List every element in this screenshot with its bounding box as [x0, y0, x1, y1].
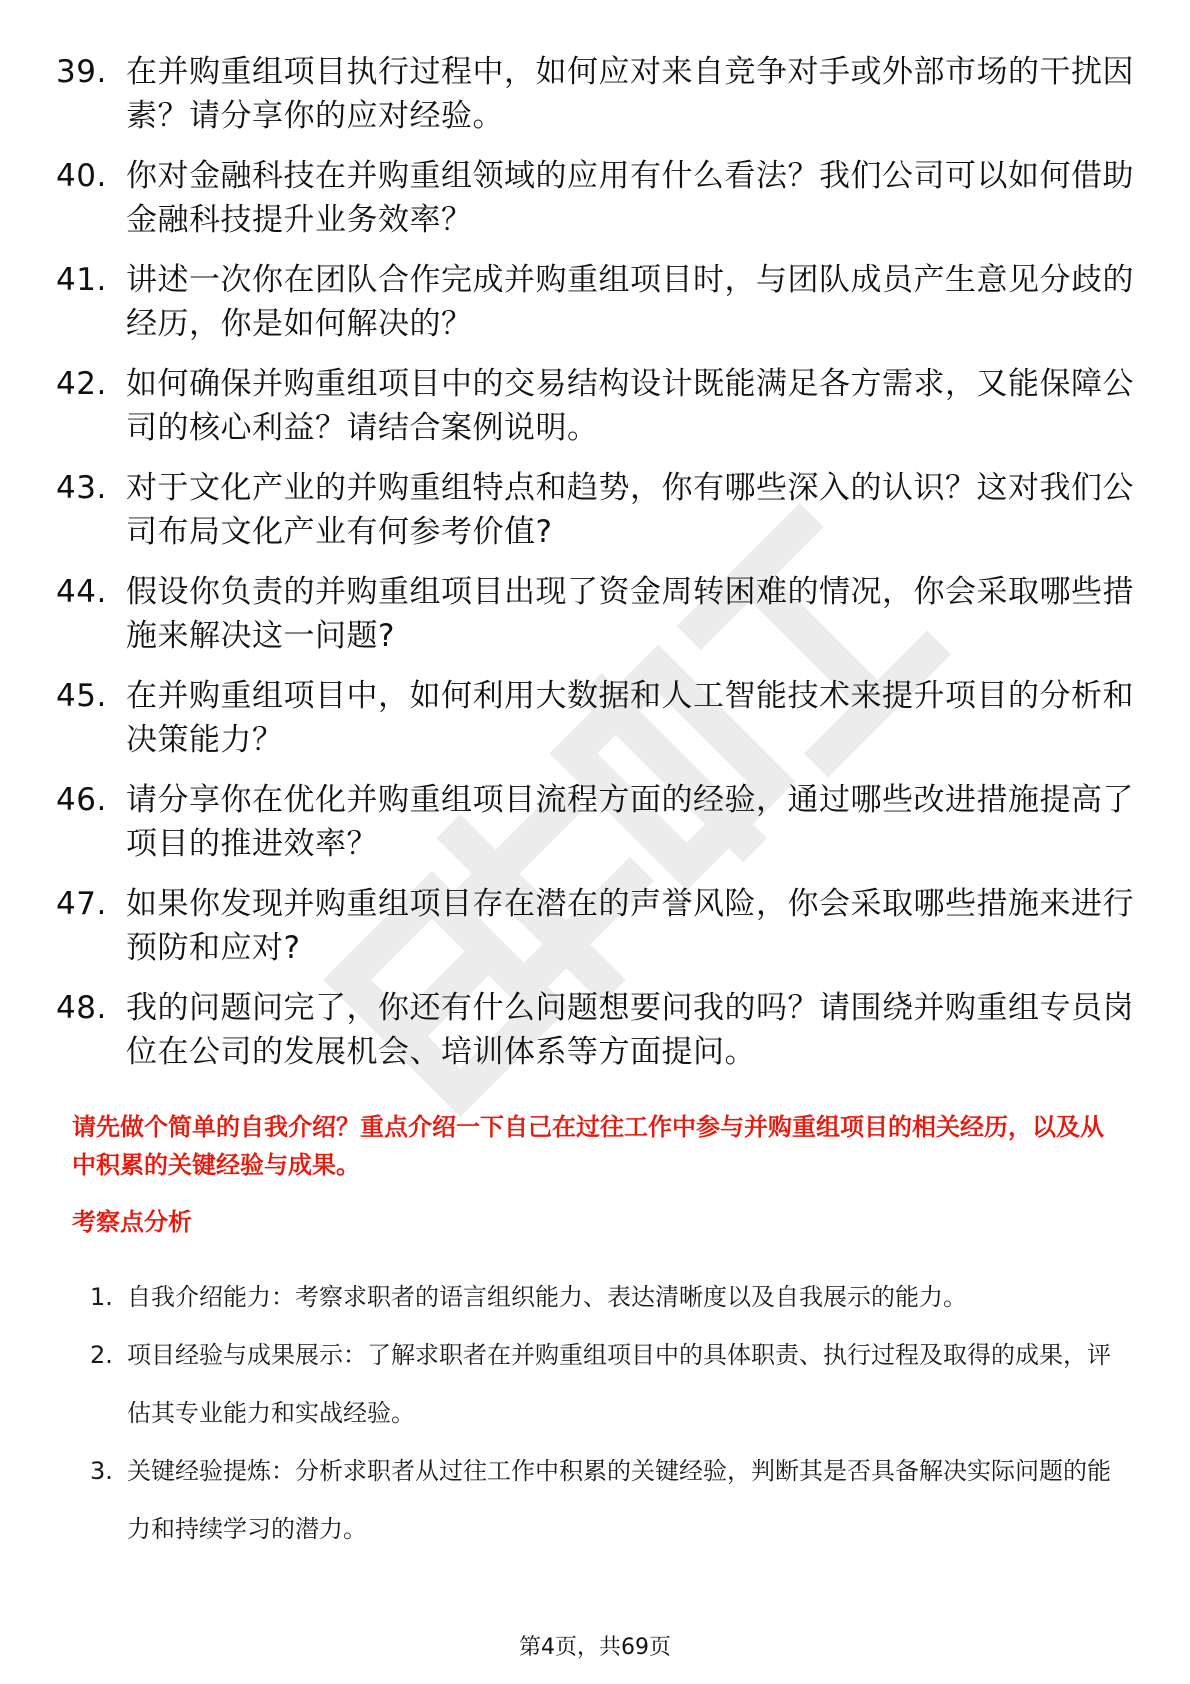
question-text: 请分享你在优化并购重组项目流程方面的经验，通过哪些改进措施提高了项目的推进效率？ [126, 782, 1134, 862]
analysis-number: 1. [90, 1283, 113, 1311]
analysis-text: 关键经验提炼：分析求职者从过往工作中积累的关键经验，判断其是否具备解决实际问题的能力和持续学习的潜力。 [127, 1457, 1111, 1543]
question-number: 39. [56, 54, 107, 90]
question-number: 45. [56, 678, 107, 714]
question-text: 在并购重组项目执行过程中，如何应对来自竞争对手或外部市场的干扰因素？请分享你的应对经验。 [126, 54, 1134, 134]
question-text: 讲述一次你在团队合作完成并购重组项目时，与团队成员产生意见分歧的经历，你是如何解决的？ [126, 262, 1134, 342]
question-item [56, 154, 1136, 242]
question-item [56, 466, 1136, 554]
question-item [56, 674, 1136, 762]
page-footer: 第4页，共69页 [519, 1635, 671, 1660]
question-number: 41. [56, 262, 107, 298]
question-item [56, 258, 1136, 346]
question-number: 47. [56, 886, 107, 922]
question-item [56, 570, 1136, 658]
analysis-item [90, 1442, 1130, 1558]
question-list [56, 50, 1136, 1090]
question-item [56, 778, 1136, 866]
question-number: 40. [56, 158, 107, 194]
question-number: 44. [56, 574, 107, 610]
question-item [56, 882, 1136, 970]
question-text: 我的问题问完了，你还有什么问题想要问我的吗？请围绕并购重组专员岗位在公司的发展机会、培训体系等方面提问。 [126, 990, 1134, 1070]
question-item [56, 986, 1136, 1074]
question-text: 假设你负责的并购重组项目出现了资金周转困难的情况，你会采取哪些措施来解决这一问题? [126, 574, 1134, 654]
analysis-number: 2. [90, 1341, 113, 1369]
highlight-question: 请先做个简单的自我介绍？重点介绍一下自己在过往工作中参与并购重组项目的相关经历，以及从中积累的关键经验与成果。 [72, 1113, 1104, 1179]
analysis-text: 自我介绍能力：考察求职者的语言组织能力、表达清晰度以及自我展示的能力。 [127, 1283, 967, 1311]
section-title: 考察点分析 [72, 1208, 192, 1236]
question-text: 你对金融科技在并购重组领域的应用有什么看法？我们公司可以如何借助金融科技提升业务效率？ [126, 158, 1134, 238]
question-text: 如何确保并购重组项目中的交易结构设计既能满足各方需求，又能保障公司的核心利益？请结合案例说明。 [126, 366, 1134, 446]
analysis-item [90, 1268, 1130, 1326]
question-text: 对于文化产业的并购重组特点和趋势，你有哪些深入的认识？这对我们公司布局文化产业有何参考价值? [126, 470, 1134, 550]
question-number: 48. [56, 990, 107, 1026]
analysis-list [90, 1268, 1130, 1558]
question-item [56, 362, 1136, 450]
analysis-text: 项目经验与成果展示：了解求职者在并购重组项目中的具体职责、执行过程及取得的成果，评估其专业能力和实战经验。 [127, 1341, 1111, 1427]
question-number: 46. [56, 782, 107, 818]
question-text: 在并购重组项目中，如何利用大数据和人工智能技术来提升项目的分析和决策能力？ [126, 678, 1134, 758]
question-item [56, 50, 1136, 138]
question-number: 43. [56, 470, 107, 506]
analysis-item [90, 1326, 1130, 1442]
analysis-number: 3. [90, 1457, 113, 1485]
question-number: 42. [56, 366, 107, 402]
question-text: 如果你发现并购重组项目存在潜在的声誉风险，你会采取哪些措施来进行预防和应对? [126, 886, 1134, 966]
